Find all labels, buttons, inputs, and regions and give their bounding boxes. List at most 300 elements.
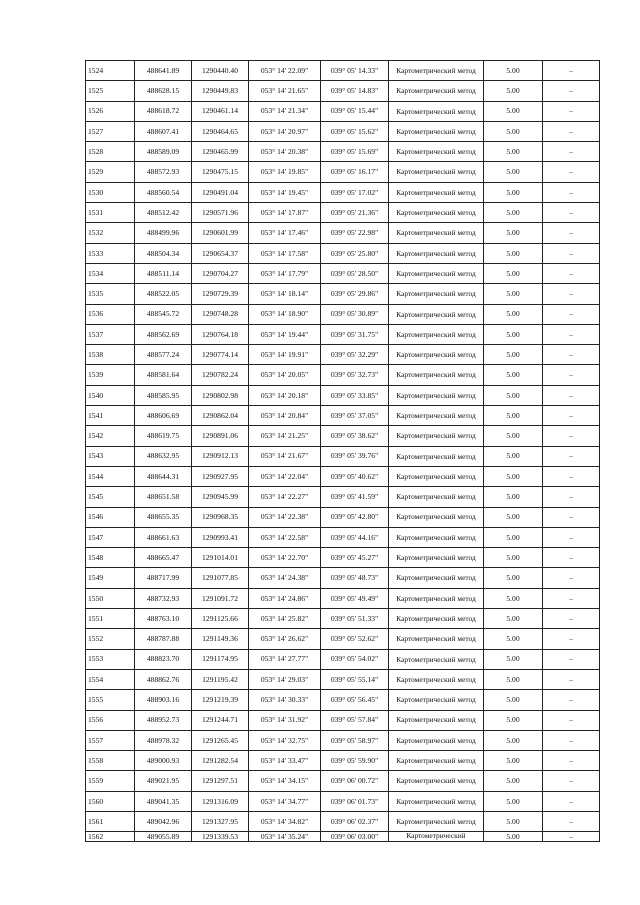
method-cell: Картометрический метод bbox=[389, 223, 484, 243]
table-row bbox=[86, 304, 600, 324]
note-cell: – bbox=[543, 182, 600, 202]
accuracy-cell: 5.00 bbox=[484, 669, 543, 689]
y-coordinate-cell: 1291282.54 bbox=[192, 751, 249, 771]
method-cell: Картометрический метод bbox=[389, 162, 484, 182]
accuracy-cell: 5.00 bbox=[484, 61, 543, 81]
table-row bbox=[86, 609, 600, 629]
point-number-cell: 1549 bbox=[86, 568, 135, 588]
longitude-cell: 039° 05' 57.84" bbox=[321, 710, 389, 730]
note-cell: – bbox=[543, 487, 600, 507]
latitude-cell: 053° 14' 21.65" bbox=[249, 81, 321, 101]
accuracy-cell: 5.00 bbox=[484, 121, 543, 141]
latitude-cell: 053° 14' 17.58" bbox=[249, 243, 321, 263]
longitude-cell: 039° 05' 15.62" bbox=[321, 121, 389, 141]
note-cell: – bbox=[543, 751, 600, 771]
y-coordinate-cell: 1290729.39 bbox=[192, 284, 249, 304]
method-cell: Картометрический метод bbox=[389, 284, 484, 304]
note-cell: – bbox=[543, 588, 600, 608]
x-coordinate-cell: 488763.10 bbox=[135, 609, 192, 629]
note-cell: – bbox=[543, 263, 600, 283]
longitude-cell: 039° 05' 28.50" bbox=[321, 263, 389, 283]
latitude-cell: 053° 14' 18.90" bbox=[249, 304, 321, 324]
y-coordinate-cell: 1291316.09 bbox=[192, 791, 249, 811]
point-number-cell: 1551 bbox=[86, 609, 135, 629]
note-cell: – bbox=[543, 466, 600, 486]
latitude-cell: 053° 14' 20.05" bbox=[249, 365, 321, 385]
x-coordinate-cell: 488823.70 bbox=[135, 649, 192, 669]
point-number-cell: 1545 bbox=[86, 487, 135, 507]
method-cell: Картометрический метод bbox=[389, 304, 484, 324]
method-cell: Картометрический метод bbox=[389, 811, 484, 831]
y-coordinate-cell: 1290968.35 bbox=[192, 507, 249, 527]
x-coordinate-cell: 488787.88 bbox=[135, 629, 192, 649]
latitude-cell: 053° 14' 35.24" bbox=[249, 832, 321, 842]
longitude-cell: 039° 05' 58.97" bbox=[321, 730, 389, 750]
note-cell: – bbox=[543, 61, 600, 81]
accuracy-cell: 5.00 bbox=[484, 162, 543, 182]
accuracy-cell: 5.00 bbox=[484, 588, 543, 608]
note-cell: – bbox=[543, 223, 600, 243]
y-coordinate-cell: 1290601.99 bbox=[192, 223, 249, 243]
accuracy-cell: 5.00 bbox=[484, 263, 543, 283]
point-number-cell: 1535 bbox=[86, 284, 135, 304]
point-number-cell: 1540 bbox=[86, 385, 135, 405]
accuracy-cell: 5.00 bbox=[484, 243, 543, 263]
y-coordinate-cell: 1291219.39 bbox=[192, 690, 249, 710]
y-coordinate-cell: 1290449.83 bbox=[192, 81, 249, 101]
point-number-cell: 1557 bbox=[86, 730, 135, 750]
accuracy-cell: 5.00 bbox=[484, 710, 543, 730]
accuracy-cell: 5.00 bbox=[484, 345, 543, 365]
note-cell: – bbox=[543, 345, 600, 365]
y-coordinate-cell: 1291174.95 bbox=[192, 649, 249, 669]
table-row bbox=[86, 121, 600, 141]
point-number-cell: 1532 bbox=[86, 223, 135, 243]
note-cell: – bbox=[543, 426, 600, 446]
note-cell: – bbox=[543, 710, 600, 730]
point-number-cell: 1527 bbox=[86, 121, 135, 141]
y-coordinate-cell: 1290927.95 bbox=[192, 466, 249, 486]
point-number-cell: 1542 bbox=[86, 426, 135, 446]
accuracy-cell: 5.00 bbox=[484, 649, 543, 669]
table-row bbox=[86, 142, 600, 162]
method-cell: Картометрический метод bbox=[389, 345, 484, 365]
point-number-cell: 1526 bbox=[86, 101, 135, 121]
note-cell: – bbox=[543, 121, 600, 141]
method-cell: Картометрический метод bbox=[389, 487, 484, 507]
latitude-cell: 053° 14' 34.15" bbox=[249, 771, 321, 791]
x-coordinate-cell: 488499.96 bbox=[135, 223, 192, 243]
table-row bbox=[86, 751, 600, 771]
table-body bbox=[86, 61, 600, 842]
table-row bbox=[86, 568, 600, 588]
accuracy-cell: 5.00 bbox=[484, 609, 543, 629]
x-coordinate-cell: 488619.75 bbox=[135, 426, 192, 446]
method-cell: Картометрический метод bbox=[389, 142, 484, 162]
point-number-cell: 1546 bbox=[86, 507, 135, 527]
method-cell: Картометрический метод bbox=[389, 385, 484, 405]
x-coordinate-cell: 489055.89 bbox=[135, 832, 192, 842]
longitude-cell: 039° 05' 44.16" bbox=[321, 527, 389, 547]
accuracy-cell: 5.00 bbox=[484, 690, 543, 710]
x-coordinate-cell: 488618.72 bbox=[135, 101, 192, 121]
longitude-cell: 039° 05' 55.14" bbox=[321, 669, 389, 689]
latitude-cell: 053° 14' 20.38" bbox=[249, 142, 321, 162]
y-coordinate-cell: 1290862.04 bbox=[192, 406, 249, 426]
note-cell: – bbox=[543, 81, 600, 101]
latitude-cell: 053° 14' 34.77" bbox=[249, 791, 321, 811]
x-coordinate-cell: 488978.32 bbox=[135, 730, 192, 750]
point-number-cell: 1561 bbox=[86, 811, 135, 831]
method-cell: Картометрический метод bbox=[389, 548, 484, 568]
y-coordinate-cell: 1291244.71 bbox=[192, 710, 249, 730]
point-number-cell: 1530 bbox=[86, 182, 135, 202]
longitude-cell: 039° 05' 32.73" bbox=[321, 365, 389, 385]
table-row bbox=[86, 406, 600, 426]
latitude-cell: 053° 14' 33.47" bbox=[249, 751, 321, 771]
y-coordinate-cell: 1290461.14 bbox=[192, 101, 249, 121]
longitude-cell: 039° 05' 52.62" bbox=[321, 629, 389, 649]
method-cell: Картометрический метод bbox=[389, 406, 484, 426]
table-row bbox=[86, 507, 600, 527]
latitude-cell: 053° 14' 19.45" bbox=[249, 182, 321, 202]
table-row bbox=[86, 223, 600, 243]
note-cell: – bbox=[543, 324, 600, 344]
x-coordinate-cell: 488581.64 bbox=[135, 365, 192, 385]
latitude-cell: 053° 14' 22.27" bbox=[249, 487, 321, 507]
x-coordinate-cell: 488560.54 bbox=[135, 182, 192, 202]
table-row bbox=[86, 203, 600, 223]
method-cell: Картометрический метод bbox=[389, 649, 484, 669]
point-number-cell: 1524 bbox=[86, 61, 135, 81]
point-number-cell: 1560 bbox=[86, 791, 135, 811]
y-coordinate-cell: 1291265.45 bbox=[192, 730, 249, 750]
longitude-cell: 039° 05' 29.86" bbox=[321, 284, 389, 304]
x-coordinate-cell: 488545.72 bbox=[135, 304, 192, 324]
table-row bbox=[86, 588, 600, 608]
x-coordinate-cell: 488644.31 bbox=[135, 466, 192, 486]
accuracy-cell: 5.00 bbox=[484, 791, 543, 811]
x-coordinate-cell: 489042.96 bbox=[135, 811, 192, 831]
table-row bbox=[86, 61, 600, 81]
x-coordinate-cell: 488572.93 bbox=[135, 162, 192, 182]
method-cell: Картометрический метод bbox=[389, 730, 484, 750]
note-cell: – bbox=[543, 609, 600, 629]
longitude-cell: 039° 05' 25.80" bbox=[321, 243, 389, 263]
longitude-cell: 039° 05' 37.05" bbox=[321, 406, 389, 426]
longitude-cell: 039° 06' 03.00" bbox=[321, 832, 389, 842]
longitude-cell: 039° 05' 14.83" bbox=[321, 81, 389, 101]
table-row bbox=[86, 81, 600, 101]
method-cell: Картометрический метод bbox=[389, 507, 484, 527]
latitude-cell: 053° 14' 27.77" bbox=[249, 649, 321, 669]
table-row bbox=[86, 811, 600, 831]
longitude-cell: 039° 05' 30.89" bbox=[321, 304, 389, 324]
longitude-cell: 039° 05' 17.02" bbox=[321, 182, 389, 202]
table-row bbox=[86, 466, 600, 486]
method-cell: Картометрический метод bbox=[389, 629, 484, 649]
table-row bbox=[86, 548, 600, 568]
latitude-cell: 053° 14' 19.91" bbox=[249, 345, 321, 365]
table-row bbox=[86, 669, 600, 689]
latitude-cell: 053° 14' 22.04" bbox=[249, 466, 321, 486]
point-number-cell: 1547 bbox=[86, 527, 135, 547]
accuracy-cell: 5.00 bbox=[484, 182, 543, 202]
accuracy-cell: 5.00 bbox=[484, 548, 543, 568]
y-coordinate-cell: 1290802.98 bbox=[192, 385, 249, 405]
x-coordinate-cell: 488607.41 bbox=[135, 121, 192, 141]
note-cell: – bbox=[543, 203, 600, 223]
x-coordinate-cell: 488562.69 bbox=[135, 324, 192, 344]
x-coordinate-cell: 488632.95 bbox=[135, 446, 192, 466]
latitude-cell: 053° 14' 17.79" bbox=[249, 263, 321, 283]
accuracy-cell: 5.00 bbox=[484, 507, 543, 527]
note-cell: – bbox=[543, 507, 600, 527]
latitude-cell: 053° 14' 22.70" bbox=[249, 548, 321, 568]
latitude-cell: 053° 14' 21.34" bbox=[249, 101, 321, 121]
longitude-cell: 039° 05' 22.98" bbox=[321, 223, 389, 243]
y-coordinate-cell: 1290891.06 bbox=[192, 426, 249, 446]
point-number-cell: 1554 bbox=[86, 669, 135, 689]
method-cell: Картометрический метод bbox=[389, 121, 484, 141]
longitude-cell: 039° 05' 48.73" bbox=[321, 568, 389, 588]
longitude-cell: 039° 05' 21.36" bbox=[321, 203, 389, 223]
y-coordinate-cell: 1291339.53 bbox=[192, 832, 249, 842]
note-cell: – bbox=[543, 669, 600, 689]
note-cell: – bbox=[543, 101, 600, 121]
x-coordinate-cell: 489041.35 bbox=[135, 791, 192, 811]
longitude-cell: 039° 05' 38.62" bbox=[321, 426, 389, 446]
method-cell: Картометрический метод bbox=[389, 263, 484, 283]
x-coordinate-cell: 488903.16 bbox=[135, 690, 192, 710]
latitude-cell: 053° 14' 29.03" bbox=[249, 669, 321, 689]
method-cell: Картометрический метод bbox=[389, 710, 484, 730]
x-coordinate-cell: 488606.69 bbox=[135, 406, 192, 426]
longitude-cell: 039° 06' 01.73" bbox=[321, 791, 389, 811]
longitude-cell: 039° 05' 39.76" bbox=[321, 446, 389, 466]
accuracy-cell: 5.00 bbox=[484, 203, 543, 223]
method-cell: Картометрический метод bbox=[389, 203, 484, 223]
longitude-cell: 039° 05' 56.45" bbox=[321, 690, 389, 710]
accuracy-cell: 5.00 bbox=[484, 466, 543, 486]
method-cell: Картометрический метод bbox=[389, 426, 484, 446]
method-cell: Картометрический метод bbox=[389, 324, 484, 344]
x-coordinate-cell: 488732.93 bbox=[135, 588, 192, 608]
point-number-cell: 1528 bbox=[86, 142, 135, 162]
y-coordinate-cell: 1290764.18 bbox=[192, 324, 249, 344]
method-cell: Картометрический метод bbox=[389, 791, 484, 811]
method-cell: Картометрический метод bbox=[389, 446, 484, 466]
latitude-cell: 053° 14' 22.58" bbox=[249, 527, 321, 547]
longitude-cell: 039° 05' 41.59" bbox=[321, 487, 389, 507]
y-coordinate-cell: 1290464.65 bbox=[192, 121, 249, 141]
method-cell: Картометрический метод bbox=[389, 588, 484, 608]
table-row bbox=[86, 101, 600, 121]
table-row bbox=[86, 162, 600, 182]
accuracy-cell: 5.00 bbox=[484, 426, 543, 446]
note-cell: – bbox=[543, 771, 600, 791]
y-coordinate-cell: 1290475.15 bbox=[192, 162, 249, 182]
table-row bbox=[86, 730, 600, 750]
accuracy-cell: 5.00 bbox=[484, 832, 543, 842]
accuracy-cell: 5.00 bbox=[484, 771, 543, 791]
method-cell: Картометрический метод bbox=[389, 751, 484, 771]
note-cell: – bbox=[543, 811, 600, 831]
point-number-cell: 1553 bbox=[86, 649, 135, 669]
x-coordinate-cell: 488862.76 bbox=[135, 669, 192, 689]
x-coordinate-cell: 488655.35 bbox=[135, 507, 192, 527]
note-cell: – bbox=[543, 629, 600, 649]
table-row bbox=[86, 284, 600, 304]
x-coordinate-cell: 488628.15 bbox=[135, 81, 192, 101]
note-cell: – bbox=[543, 730, 600, 750]
latitude-cell: 053° 14' 34.82" bbox=[249, 811, 321, 831]
note-cell: – bbox=[543, 791, 600, 811]
table-row bbox=[86, 832, 600, 842]
method-cell: Картометрический метод bbox=[389, 61, 484, 81]
longitude-cell: 039° 05' 51.33" bbox=[321, 609, 389, 629]
x-coordinate-cell: 489000.93 bbox=[135, 751, 192, 771]
y-coordinate-cell: 1290465.99 bbox=[192, 142, 249, 162]
point-number-cell: 1552 bbox=[86, 629, 135, 649]
method-cell: Картометрический bbox=[389, 832, 484, 842]
latitude-cell: 053° 14' 20.97" bbox=[249, 121, 321, 141]
y-coordinate-cell: 1291195.42 bbox=[192, 669, 249, 689]
y-coordinate-cell: 1290993.41 bbox=[192, 527, 249, 547]
latitude-cell: 053° 14' 19.44" bbox=[249, 324, 321, 344]
table-row bbox=[86, 487, 600, 507]
latitude-cell: 053° 14' 17.46" bbox=[249, 223, 321, 243]
table-row bbox=[86, 629, 600, 649]
table-row bbox=[86, 426, 600, 446]
table-row bbox=[86, 385, 600, 405]
method-cell: Картометрический метод bbox=[389, 243, 484, 263]
point-number-cell: 1525 bbox=[86, 81, 135, 101]
y-coordinate-cell: 1290748.28 bbox=[192, 304, 249, 324]
x-coordinate-cell: 489021.95 bbox=[135, 771, 192, 791]
method-cell: Картометрический метод bbox=[389, 101, 484, 121]
accuracy-cell: 5.00 bbox=[484, 284, 543, 304]
point-number-cell: 1536 bbox=[86, 304, 135, 324]
longitude-cell: 039° 05' 45.27" bbox=[321, 548, 389, 568]
accuracy-cell: 5.00 bbox=[484, 223, 543, 243]
latitude-cell: 053° 14' 20.84" bbox=[249, 406, 321, 426]
note-cell: – bbox=[543, 832, 600, 842]
y-coordinate-cell: 1290491.04 bbox=[192, 182, 249, 202]
latitude-cell: 053° 14' 30.33" bbox=[249, 690, 321, 710]
x-coordinate-cell: 488641.89 bbox=[135, 61, 192, 81]
table-row bbox=[86, 324, 600, 344]
note-cell: – bbox=[543, 406, 600, 426]
method-cell: Картометрический метод bbox=[389, 365, 484, 385]
accuracy-cell: 5.00 bbox=[484, 101, 543, 121]
note-cell: – bbox=[543, 649, 600, 669]
y-coordinate-cell: 1290654.37 bbox=[192, 243, 249, 263]
longitude-cell: 039° 05' 49.49" bbox=[321, 588, 389, 608]
y-coordinate-cell: 1290571.96 bbox=[192, 203, 249, 223]
longitude-cell: 039° 06' 00.72" bbox=[321, 771, 389, 791]
longitude-cell: 039° 05' 15.44" bbox=[321, 101, 389, 121]
y-coordinate-cell: 1291125.66 bbox=[192, 609, 249, 629]
x-coordinate-cell: 488522.05 bbox=[135, 284, 192, 304]
table-row bbox=[86, 365, 600, 385]
x-coordinate-cell: 488661.63 bbox=[135, 527, 192, 547]
method-cell: Картометрический метод bbox=[389, 669, 484, 689]
y-coordinate-cell: 1290774.14 bbox=[192, 345, 249, 365]
longitude-cell: 039° 05' 42.80" bbox=[321, 507, 389, 527]
y-coordinate-cell: 1290912.13 bbox=[192, 446, 249, 466]
x-coordinate-cell: 488717.99 bbox=[135, 568, 192, 588]
x-coordinate-cell: 488512.42 bbox=[135, 203, 192, 223]
longitude-cell: 039° 05' 32.29" bbox=[321, 345, 389, 365]
accuracy-cell: 5.00 bbox=[484, 487, 543, 507]
accuracy-cell: 5.00 bbox=[484, 751, 543, 771]
point-number-cell: 1529 bbox=[86, 162, 135, 182]
latitude-cell: 053° 14' 22.09" bbox=[249, 61, 321, 81]
longitude-cell: 039° 05' 31.75" bbox=[321, 324, 389, 344]
note-cell: – bbox=[543, 548, 600, 568]
point-number-cell: 1537 bbox=[86, 324, 135, 344]
method-cell: Картометрический метод bbox=[389, 609, 484, 629]
y-coordinate-cell: 1291149.36 bbox=[192, 629, 249, 649]
coordinates-table bbox=[85, 60, 600, 842]
table-row bbox=[86, 690, 600, 710]
accuracy-cell: 5.00 bbox=[484, 304, 543, 324]
method-cell: Картометрический метод bbox=[389, 182, 484, 202]
latitude-cell: 053° 14' 21.25" bbox=[249, 426, 321, 446]
y-coordinate-cell: 1291327.95 bbox=[192, 811, 249, 831]
x-coordinate-cell: 488651.58 bbox=[135, 487, 192, 507]
latitude-cell: 053° 14' 22.38" bbox=[249, 507, 321, 527]
table-row bbox=[86, 791, 600, 811]
accuracy-cell: 5.00 bbox=[484, 527, 543, 547]
note-cell: – bbox=[543, 162, 600, 182]
note-cell: – bbox=[543, 527, 600, 547]
y-coordinate-cell: 1291091.72 bbox=[192, 588, 249, 608]
point-number-cell: 1531 bbox=[86, 203, 135, 223]
x-coordinate-cell: 488952.73 bbox=[135, 710, 192, 730]
accuracy-cell: 5.00 bbox=[484, 142, 543, 162]
table-row bbox=[86, 527, 600, 547]
table-row bbox=[86, 649, 600, 669]
accuracy-cell: 5.00 bbox=[484, 811, 543, 831]
longitude-cell: 039° 05' 16.17" bbox=[321, 162, 389, 182]
table-row bbox=[86, 243, 600, 263]
method-cell: Картометрический метод bbox=[389, 568, 484, 588]
point-number-cell: 1558 bbox=[86, 751, 135, 771]
y-coordinate-cell: 1290704.27 bbox=[192, 263, 249, 283]
accuracy-cell: 5.00 bbox=[484, 324, 543, 344]
note-cell: – bbox=[543, 142, 600, 162]
latitude-cell: 053° 14' 17.87" bbox=[249, 203, 321, 223]
point-number-cell: 1541 bbox=[86, 406, 135, 426]
latitude-cell: 053° 14' 18.14" bbox=[249, 284, 321, 304]
table-row bbox=[86, 710, 600, 730]
point-number-cell: 1556 bbox=[86, 710, 135, 730]
note-cell: – bbox=[543, 284, 600, 304]
latitude-cell: 053° 14' 31.92" bbox=[249, 710, 321, 730]
point-number-cell: 1544 bbox=[86, 466, 135, 486]
method-cell: Картометрический метод bbox=[389, 466, 484, 486]
latitude-cell: 053° 14' 21.67" bbox=[249, 446, 321, 466]
accuracy-cell: 5.00 bbox=[484, 406, 543, 426]
longitude-cell: 039° 05' 40.62" bbox=[321, 466, 389, 486]
latitude-cell: 053° 14' 20.18" bbox=[249, 385, 321, 405]
accuracy-cell: 5.00 bbox=[484, 446, 543, 466]
latitude-cell: 053° 14' 26.62" bbox=[249, 629, 321, 649]
method-cell: Картометрический метод bbox=[389, 690, 484, 710]
accuracy-cell: 5.00 bbox=[484, 730, 543, 750]
